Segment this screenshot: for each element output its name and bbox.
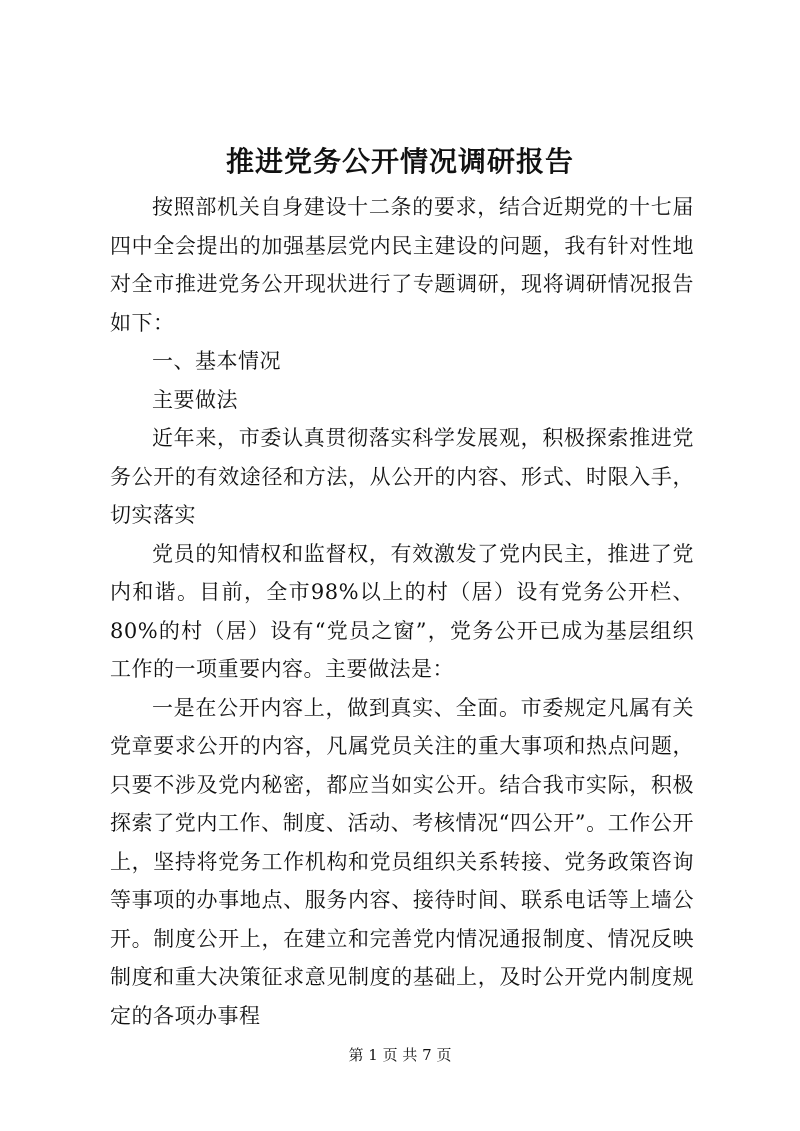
paragraph: 党员的知情权和监督权，有效激发了党内民主，推进了党内和谐。目前，全市98%以上的村（居）设有党务公开栏、80%的村（居）设有“党员之窗”，党务公开已成为基层组织工作的一项重要内容。主要做法是：: [110, 541, 694, 681]
document-body: [110, 188, 694, 1035]
paragraph: 近年来，市委认真贯彻落实科学发展观，积极探索推进党务公开的有效途径和方法，从公开的内容、形式、时限入手，切实落实: [110, 426, 694, 527]
document-title: 推进党务公开情况调研报告: [225, 145, 574, 178]
section-heading-basic-situation: 一、基本情况: [152, 349, 281, 373]
subheading-main-practices: 主要做法: [152, 387, 238, 412]
page-number-footer: 第 1 页 共 7 页: [348, 1046, 452, 1064]
paragraph: 一是在公开内容上，做到真实、全面。市委规定凡属有关党章要求公开的内容，凡属党员关注的重大事项和热点问题，只要不涉及党内秘密，都应当如实公开。结合我市实际，积极探索了党内工作、制度、活动、考核情况“四公开”。工作公开上，坚持将党务工作机构和党员组织关系转接、党务政策咨询等事项的办事地点、服务内容、接待时间、联系电话等上墙公开。制度公开上，在建立和完善党内情况通报制度、情况反映制度和重大决策征求意见制度的基础上，及时公开党内制度规定的各项办事程: [110, 695, 694, 1028]
paragraph-intro: 按照部机关自身建设十二条的要求，结合近期党的十七届四中全会提出的加强基层党内民主建设的问题，我有针对性地对全市推进党务公开现状进行了专题调研，现将调研情况报告如下：: [110, 195, 694, 335]
